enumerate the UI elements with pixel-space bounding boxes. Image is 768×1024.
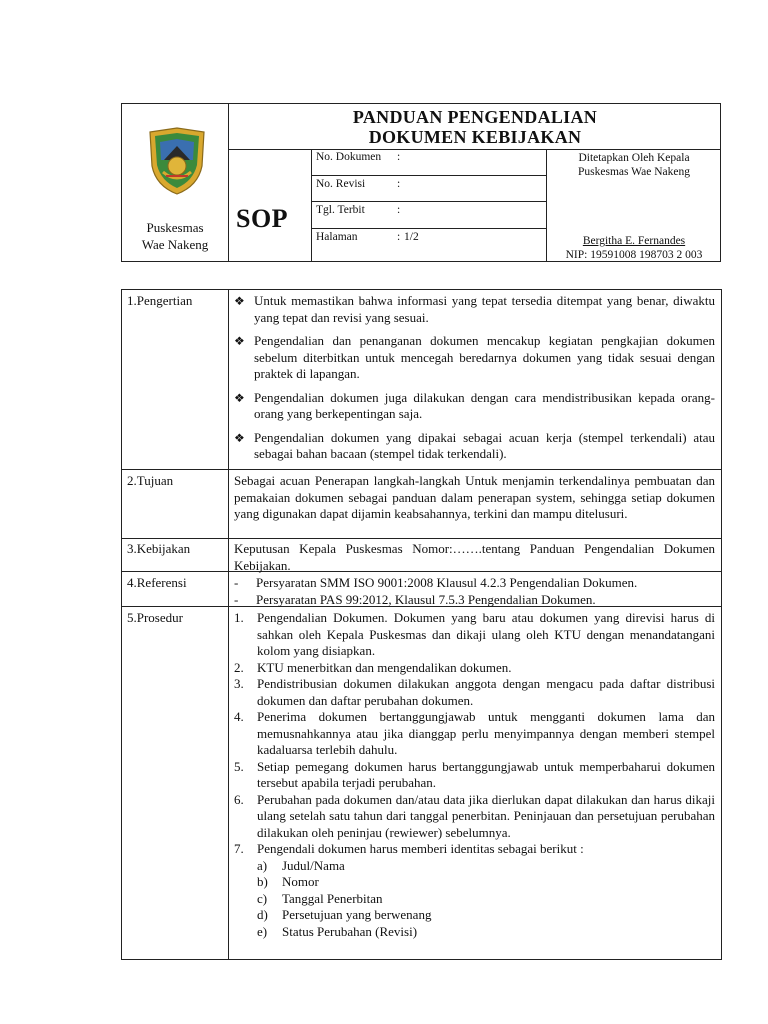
list-item-text: Pengendali dokumen harus memberi identitas sebagai berikut : <box>257 841 584 856</box>
meta-value-halaman: 1/2 <box>404 231 419 243</box>
sub-list-letter: e) <box>257 923 268 939</box>
sop-label: SOP <box>236 204 289 233</box>
meta-label-tgl-terbit: Tgl. Terbit <box>316 204 365 216</box>
list-item-text: Pengendalian dokumen juga dilakukan dengan cara mendistribusikan kepada orang-orang yang berkepentingan saja. <box>254 389 715 421</box>
section-content-kebijakan: Keputusan Kepala Puskesmas Nomor:…….tentang Panduan Pengendalian Dokumen Kebijakan. <box>234 541 715 573</box>
list-item-text: Perubahan pada dokumen dan/atau data jika dierlukan dapat dilakukan dan harus dikaji ulang setelah satu tahun dari tanggal penerbitan. Peninjauan dan persetujuan perubahan dilakukan oleh peninjau (rewiewer) sebelumnya. <box>257 791 715 840</box>
header-divider <box>311 201 546 202</box>
list-item-text: Pengendalian Dokumen. Dokumen yang baru atau dokumen yang direvisi harus di sahkan oleh Kepala Puskesmas dan dikaji ulang oleh KTU dengan menandatangani kolom yang disiapkan. <box>257 610 715 658</box>
list-item-text: Pengendalian dan penanganan dokumen mencakup kegiatan pengkajian dokumen sebelum diterbitkan untuk mencegah beredarnya dokumen yang tidak sesuai dengan praktek di lapangan. <box>254 333 715 381</box>
sub-list-item <box>234 891 715 908</box>
list-item-text: KTU menerbitkan dan mengendalikan dokumen. <box>257 659 512 675</box>
header-divider <box>311 228 546 229</box>
document-title-line1: PANDUAN PENGENDALIAN <box>352 107 598 127</box>
diamond-bullet-icon: ❖ <box>234 390 245 405</box>
organization-name-line2: Wae Nakeng <box>141 237 209 252</box>
sub-list-item <box>234 874 715 891</box>
dash-bullet: - <box>234 591 239 607</box>
content-divider <box>228 289 229 960</box>
signature-block <box>548 234 720 262</box>
meta-separator: : <box>397 231 401 243</box>
meta-separator: : <box>397 151 401 163</box>
section-label-kebijakan: 3.Kebijakan <box>127 541 191 556</box>
meta-label-halaman: Halaman <box>316 231 358 243</box>
list-item <box>234 610 715 660</box>
meta-label-no-revisi: No. Revisi <box>316 178 366 190</box>
document-title <box>229 104 721 147</box>
sub-list-letter: c) <box>257 890 268 906</box>
sub-list-letter: d) <box>257 907 268 922</box>
content-divider <box>121 538 722 539</box>
list-item-text: Untuk memastikan bahwa informasi yang tepat tersedia ditempat yang benar, diwaktu yang tepat dan revisi yang sesuai. <box>254 293 715 325</box>
list-item <box>234 709 715 759</box>
meta-separator: : <box>397 178 401 190</box>
list-item <box>234 660 715 677</box>
list-item <box>234 575 715 592</box>
meta-separator: : <box>397 204 401 216</box>
list-item <box>234 333 715 383</box>
header-divider <box>228 149 721 150</box>
section-label-referensi: 4.Referensi <box>127 575 187 590</box>
sub-list-item <box>234 907 715 924</box>
diamond-bullet-icon: ❖ <box>234 294 245 308</box>
list-item <box>234 676 715 709</box>
puskesmas-logo <box>146 126 208 196</box>
list-item <box>234 293 715 326</box>
header-divider <box>311 175 546 176</box>
sub-list-item <box>234 924 715 941</box>
list-number: 3. <box>234 676 244 691</box>
section-content-tujuan: Sebagai acuan Penerapan langkah-langkah Untuk menjamin terkendalinya pembuatan dan pemakaian dokumen sebagai panduan dalam penerapan system, sehingga setiap dokumen yang digunakan dapat dijamin keabsahannya, terkini dan mampu ditelusuri. <box>234 473 715 521</box>
section-content-prosedur <box>234 610 715 940</box>
list-item <box>234 759 715 792</box>
sub-list-item-text: Judul/Nama <box>282 857 345 873</box>
list-number: 2. <box>234 659 244 675</box>
sub-list-letter: a) <box>257 857 268 873</box>
list-item-text: Pengendalian dokumen yang dipakai sebagai acuan kerja (stempel terkendali) atau sebagai bahan bacaan (stempel tidak terkendali). <box>254 429 715 461</box>
section-content-referensi <box>234 575 715 608</box>
list-item-text: Persyaratan PAS 99:2012, Klausul 7.5.3 Pengendalian Dokumen. <box>256 591 596 607</box>
sub-list-item-text: Status Perubahan (Revisi) <box>282 923 418 939</box>
signer-name: Bergitha E. Fernandes <box>582 235 686 247</box>
list-item <box>234 841 715 858</box>
list-number: 1. <box>234 610 244 625</box>
list-number: 5. <box>234 758 244 774</box>
diamond-bullet-icon: ❖ <box>234 430 245 445</box>
list-item-text: Penerima dokumen bertanggungjawab untuk mengganti dokumen lama dan memusnahkannya atau jika dianggap perlu menyimpannya dengan memberi stempel kadaluarsa terlebih dahulu. <box>257 709 715 757</box>
list-item-text: Pendistribusian dokumen dilakukan anggota dengan mengacu pada daftar distribusi dokumen dan daftar perubahan dokumen. <box>257 676 715 708</box>
list-item <box>234 390 715 423</box>
list-item-text: Persyaratan SMM ISO 9001:2008 Klausul 4.2.3 Pengendalian Dokumen. <box>256 575 638 590</box>
list-item-text: Setiap pemegang dokumen harus bertanggungjawab untuk memperbaharui dokumen tersebut apabila terjadi perubahan. <box>257 758 715 790</box>
organization-name <box>122 219 228 253</box>
section-content-pengertian <box>234 293 715 470</box>
sub-list-item-text: Tanggal Penerbitan <box>282 890 383 906</box>
section-label-tujuan: 2.Tujuan <box>127 473 174 488</box>
list-number: 6. <box>234 791 244 807</box>
sub-list-item-text: Persetujuan yang berwenang <box>282 907 432 922</box>
signer-nip: NIP: 19591008 198703 2 003 <box>565 249 703 261</box>
list-item <box>234 430 715 463</box>
approved-by-line1: Ditetapkan Oleh Kepala <box>578 152 690 164</box>
sub-list-letter: b) <box>257 874 268 889</box>
approved-by-line2: Puskesmas Wae Nakeng <box>578 166 690 178</box>
list-item <box>234 792 715 842</box>
list-item <box>234 592 715 609</box>
header-divider <box>311 149 312 262</box>
sub-list-item-text: Nomor <box>282 874 319 889</box>
section-label-prosedur: 5.Prosedur <box>127 610 183 625</box>
list-number: 4. <box>234 709 244 724</box>
meta-label-no-dokumen: No. Dokumen <box>316 151 382 163</box>
diamond-bullet-icon: ❖ <box>234 334 245 348</box>
section-label-pengertian: 1.Pengertian <box>127 293 193 308</box>
list-number: 7. <box>234 841 244 856</box>
sub-list-item <box>234 858 715 875</box>
approved-by <box>548 151 720 179</box>
dash-bullet: - <box>234 575 239 590</box>
header-divider <box>546 149 547 262</box>
document-title-line2: DOKUMEN KEBIJAKAN <box>368 127 582 147</box>
organization-name-line1: Puskesmas <box>146 220 204 235</box>
